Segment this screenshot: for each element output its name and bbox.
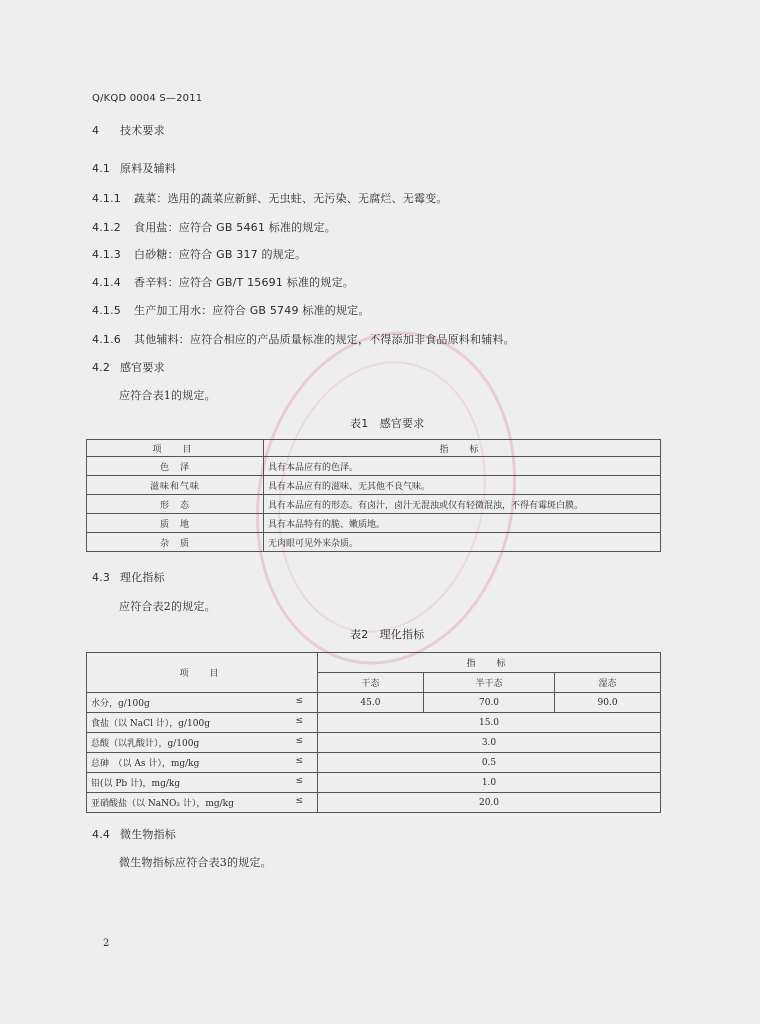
section-4-2 <box>92 359 165 375</box>
table-subheader: 湿态 <box>555 673 661 693</box>
section-number: 4 <box>92 124 100 137</box>
table-row <box>87 713 661 733</box>
section-number: 4.2 <box>92 361 111 374</box>
table-row <box>87 753 661 773</box>
clause-4-1-3 <box>92 246 306 262</box>
table-cell: 形 态 <box>87 495 264 514</box>
clause-number: 4.1.4 <box>92 276 121 289</box>
table-cell: 0.5 <box>318 753 661 773</box>
table-header: 项 目 <box>87 653 318 693</box>
physicochemical-table <box>86 652 661 813</box>
section-number: 4.4 <box>92 828 111 841</box>
table-cell: 90.0 <box>555 693 661 713</box>
table-cell: 具有本品应有的形态。有卤汁，卤汁无混浊或仅有轻微混浊，不得有霉斑白膜。 <box>264 495 661 514</box>
clause-text: 香辛料：应符合 GB/T 15691 标准的规定。 <box>134 276 354 289</box>
table-cell: 15.0 <box>318 713 661 733</box>
table-cell-name <box>87 773 318 793</box>
le-symbol: ≤ <box>295 796 303 806</box>
section-4 <box>92 122 165 138</box>
clause-number: 4.1.2 <box>92 221 121 234</box>
row-label: 水分，g/100g <box>91 699 150 709</box>
section-4-2-text: 应符合表1的规定。 <box>119 389 216 402</box>
table-cell: 70.0 <box>423 693 554 713</box>
table-row <box>87 693 661 713</box>
clause-4-1-4 <box>92 274 354 290</box>
table-row <box>87 495 661 514</box>
le-symbol: ≤ <box>295 696 303 706</box>
table-cell: 具有本品应有的滋味、无其他不良气味。 <box>264 476 661 495</box>
table-cell: 滋味和气味 <box>87 476 264 495</box>
clause-4-1-5 <box>92 302 370 318</box>
sensory-requirements-table <box>86 439 661 552</box>
section-4-1 <box>92 160 176 176</box>
table-header-row <box>87 653 661 673</box>
clause-number: 4.1.3 <box>92 248 121 261</box>
table1-caption: 表1 感官要求 <box>350 417 425 430</box>
row-label: 亚硝酸盐（以 NaNO₂ 计），mg/kg <box>91 799 234 809</box>
table-cell-name <box>87 693 318 713</box>
page-number: 2 <box>103 938 110 949</box>
table-header: 指 标 <box>318 653 661 673</box>
section-title: 感官要求 <box>120 361 165 374</box>
row-label: 总砷 （以 As 计），mg/kg <box>91 759 200 769</box>
section-4-3 <box>92 569 165 585</box>
section-number: 4.3 <box>92 571 111 584</box>
section-title: 原料及辅料 <box>120 162 176 175</box>
table-cell-name <box>87 753 318 773</box>
clause-text: 蔬菜：选用的蔬菜应新鲜、无虫蛀、无污染、无腐烂、无霉变。 <box>134 192 448 205</box>
section-4-4-text: 微生物指标应符合表3的规定。 <box>119 856 272 869</box>
row-label: 铅(以 Pb 计)，mg/kg <box>91 779 181 789</box>
table-subheader: 干态 <box>318 673 424 693</box>
table-row <box>87 533 661 552</box>
clause-number: 4.1.6 <box>92 333 121 346</box>
clause-text: 食用盐：应符合 GB 5461 标准的规定。 <box>134 221 336 234</box>
section-title: 微生物指标 <box>120 828 176 841</box>
table-header: 项 目 <box>87 440 264 457</box>
clause-number: 4.1.1 <box>92 192 121 205</box>
le-symbol: ≤ <box>295 756 303 766</box>
table-header: 指 标 <box>264 440 661 457</box>
clause-text: 其他辅料：应符合相应的产品质量标准的规定，不得添加非食品原料和辅料。 <box>134 333 515 346</box>
table-cell: 杂 质 <box>87 533 264 552</box>
table2-caption: 表2 理化指标 <box>350 628 425 641</box>
table-cell: 无肉眼可见外来杂质。 <box>264 533 661 552</box>
clause-4-1-2 <box>92 219 336 235</box>
table-cell: 具有本品特有的脆、嫩质地。 <box>264 514 661 533</box>
table-row <box>87 457 661 476</box>
row-label: 食盐（以 NaCl 计），g/100g <box>91 719 210 729</box>
table-header-row <box>87 440 661 457</box>
table-row <box>87 733 661 753</box>
table-row <box>87 773 661 793</box>
table-subheader: 半干态 <box>423 673 554 693</box>
table-cell: 20.0 <box>318 793 661 813</box>
table-cell: 3.0 <box>318 733 661 753</box>
clause-number: 4.1.5 <box>92 304 121 317</box>
table-cell: 45.0 <box>318 693 424 713</box>
clause-4-1-6 <box>92 331 515 347</box>
le-symbol: ≤ <box>295 716 303 726</box>
table-row <box>87 476 661 495</box>
section-number: 4.1 <box>92 162 111 175</box>
table-cell-name <box>87 793 318 813</box>
table-row <box>87 793 661 813</box>
table-cell-name <box>87 713 318 733</box>
le-symbol: ≤ <box>295 776 303 786</box>
table-cell: 具有本品应有的色泽。 <box>264 457 661 476</box>
clause-4-1-1 <box>92 190 448 206</box>
doc-code: Q/KQD 0004 S—2011 <box>92 93 203 104</box>
section-title: 技术要求 <box>120 124 165 137</box>
le-symbol: ≤ <box>295 736 303 746</box>
clause-text: 生产加工用水：应符合 GB 5749 标准的规定。 <box>134 304 370 317</box>
table-cell: 色 泽 <box>87 457 264 476</box>
section-4-3-text: 应符合表2的规定。 <box>119 600 216 613</box>
table-cell: 1.0 <box>318 773 661 793</box>
section-4-4 <box>92 826 176 842</box>
row-label: 总酸（以乳酸计），g/100g <box>91 739 200 749</box>
table-row <box>87 514 661 533</box>
clause-text: 白砂糖：应符合 GB 317 的规定。 <box>134 248 307 261</box>
table-cell: 质 地 <box>87 514 264 533</box>
table-cell-name <box>87 733 318 753</box>
section-title: 理化指标 <box>120 571 165 584</box>
